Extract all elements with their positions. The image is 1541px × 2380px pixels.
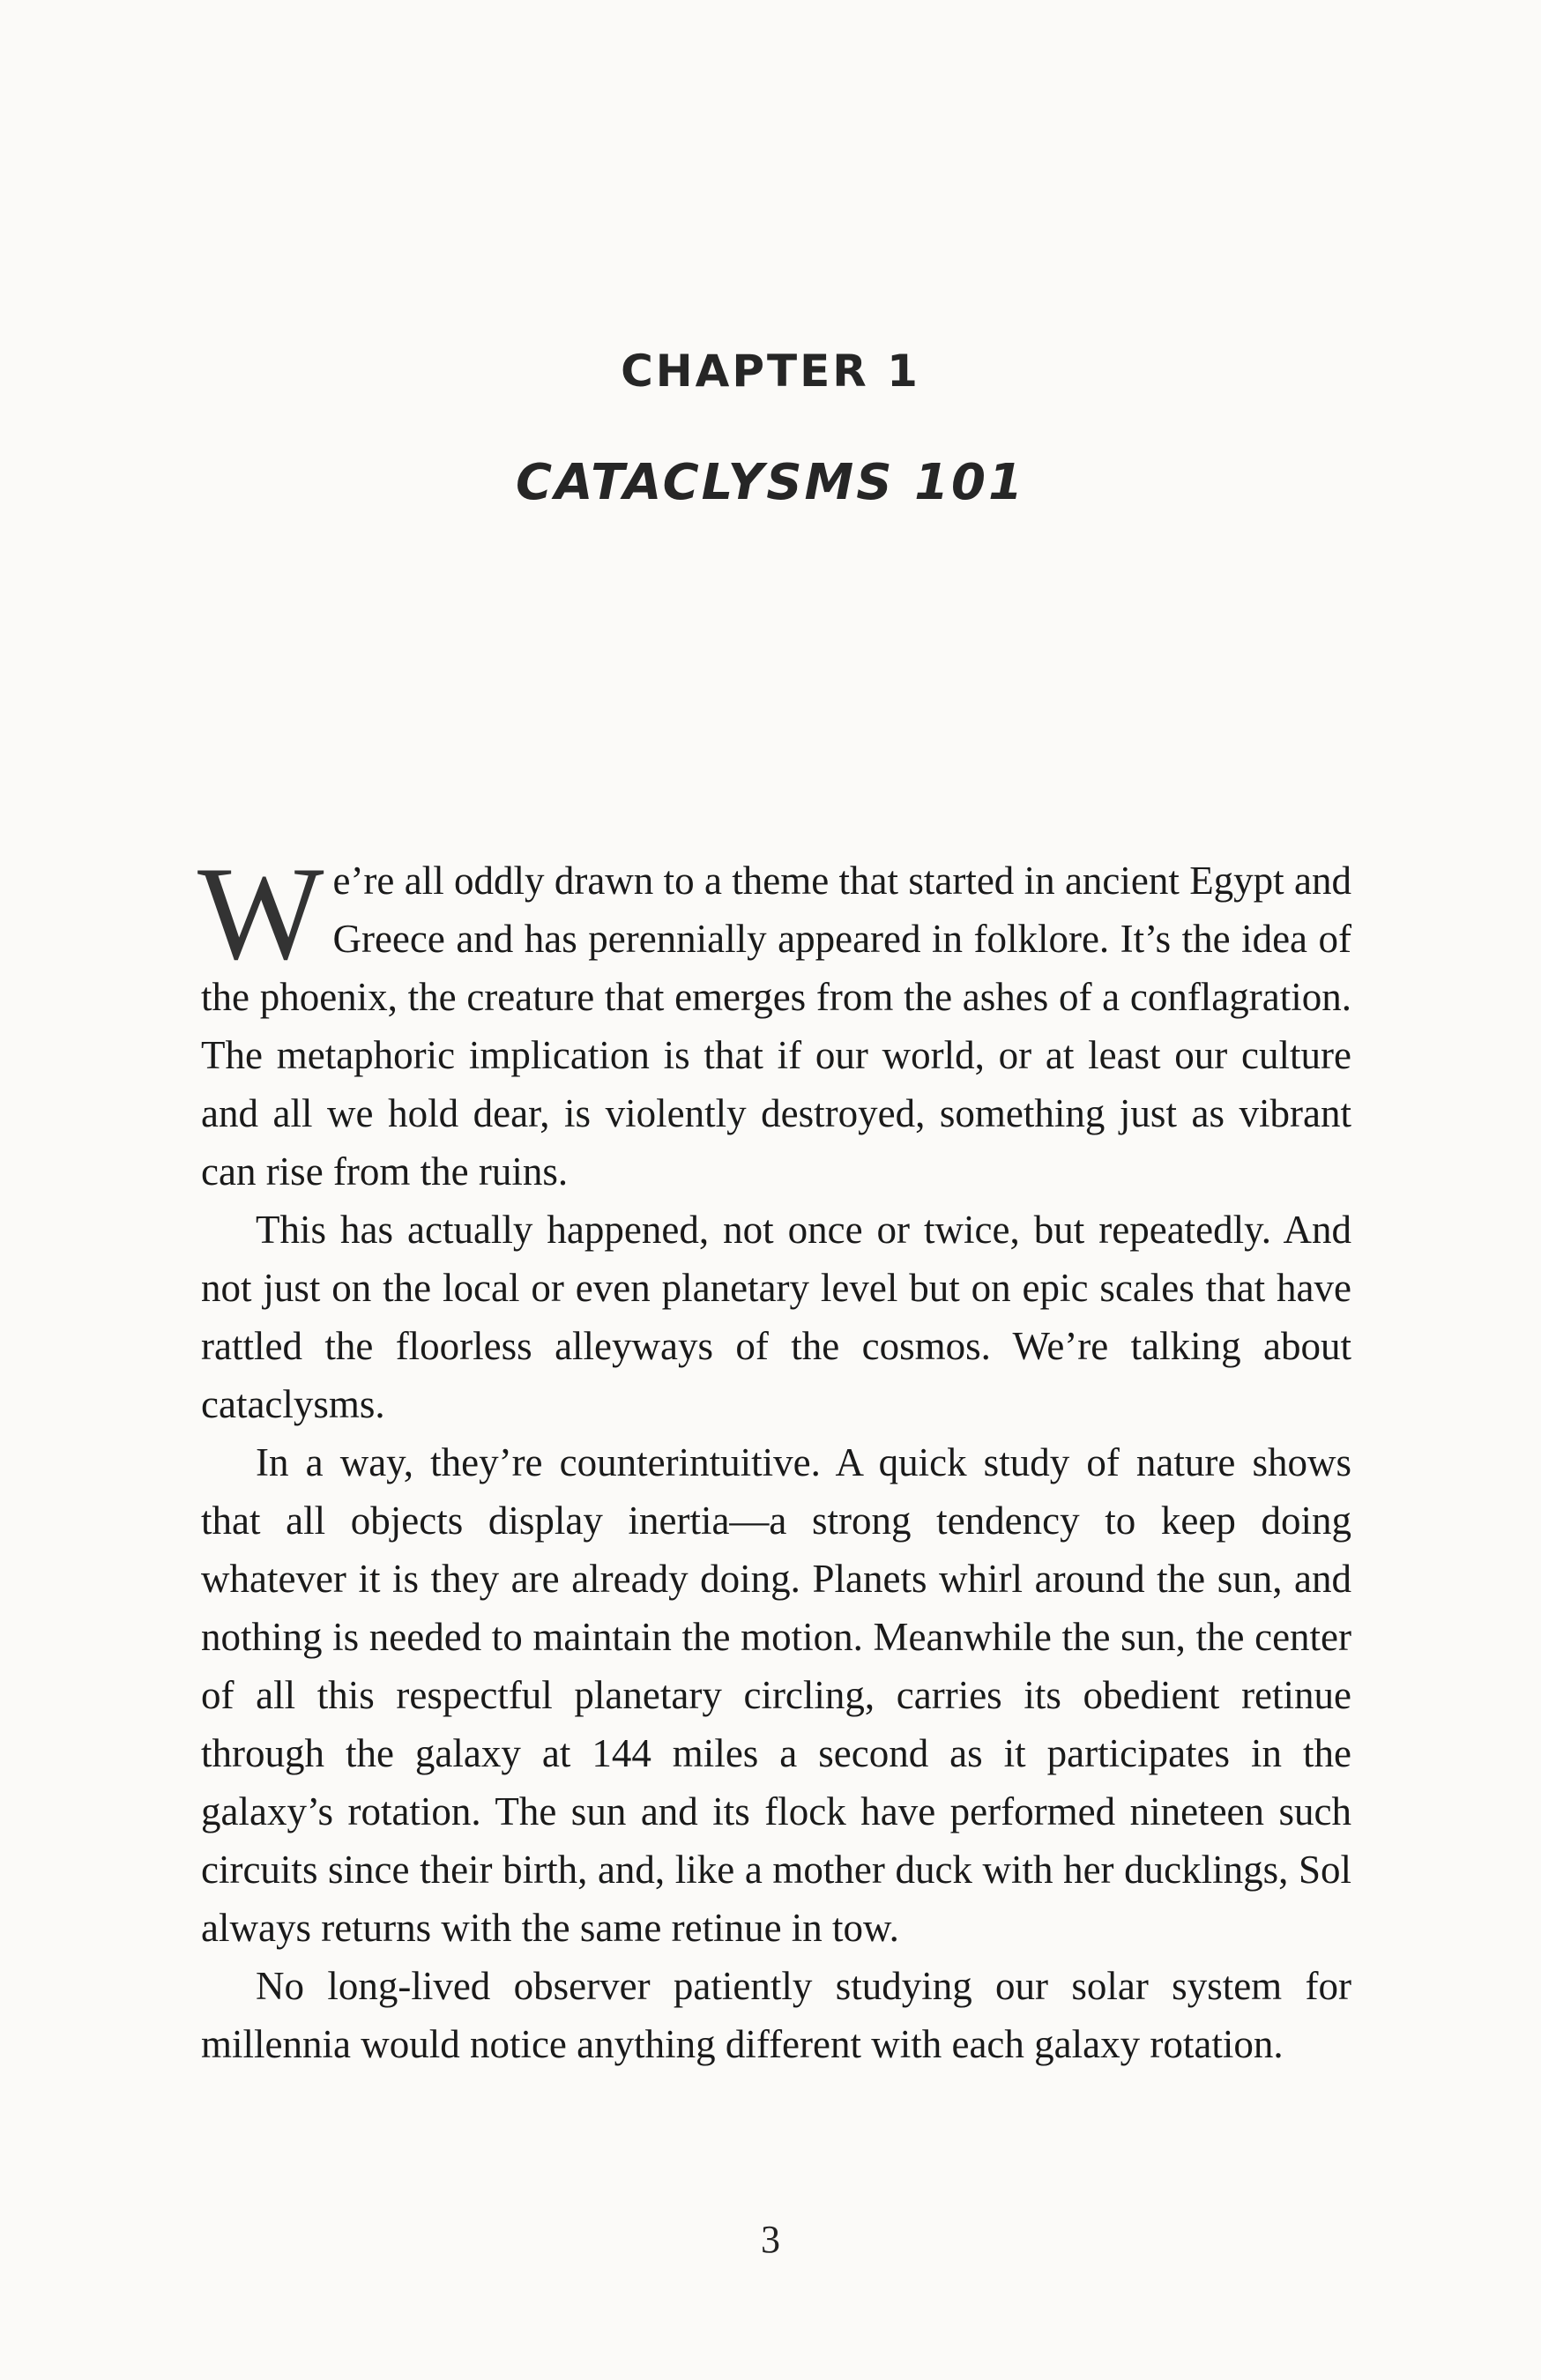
paragraph-1-text: e’re all oddly drawn to a theme that started in ancient Egypt and Greece and has perennially appeared in folklore. It’s the idea of the phoenix, the creature that emerges from the ashes of a conflagration. The metaphoric implication is that if our world, or at least our culture and all we hold dear, is violently destroyed, something just as vibrant can rise from the ruins. — [201, 859, 1351, 1194]
paragraph-2: This has actually happened, not once or twice, but repeatedly. And not just on the local or even planetary level but on epic scales that have rattled the floorless alleyways of the cosmos. We’re talking about cataclysms. — [201, 1208, 1351, 1426]
chapter-title: CATACLYSMS 101 — [516, 454, 1025, 511]
paragraph-3: In a way, they’re counterintuitive. A quick study of nature shows that all objects display inertia—a strong tendency to keep doing whatever it is they are already doing. Planets whirl around the sun, and nothing is needed to maintain the motion. Meanwhile the sun, the center of all this respectful planetary circling, carries its obedient retinue through the galaxy at 144 miles a second as it participates in the galaxy’s rotation. The sun and its flock have performed nineteen such circuits since their birth, and, like a mother duck with her ducklings, Sol always returns with the same retinue in tow. — [201, 1440, 1351, 1950]
paragraph-1 — [197, 839, 1351, 1201]
body-text — [197, 839, 1351, 2073]
drop-cap: W — [197, 839, 324, 987]
chapter-label: CHAPTER 1 — [621, 346, 920, 397]
page-number: 3 — [761, 2218, 780, 2261]
paragraph-4: No long-lived observer patiently studying our solar system for millennia would notice anything different with each galaxy rotation. — [201, 1964, 1351, 2066]
